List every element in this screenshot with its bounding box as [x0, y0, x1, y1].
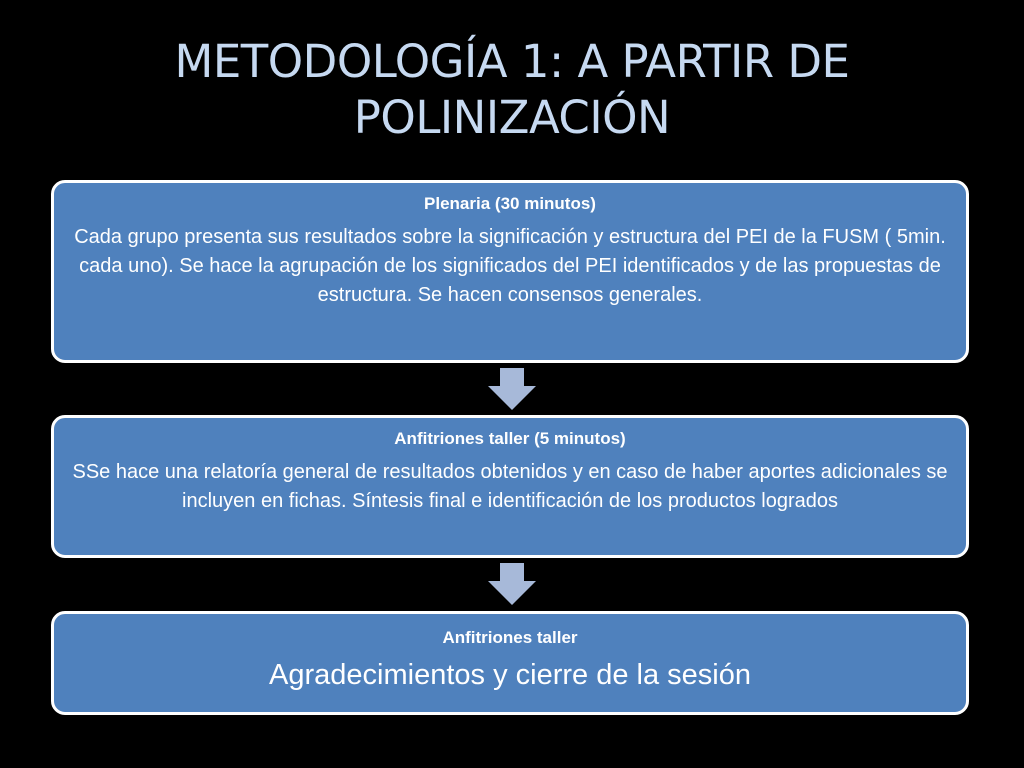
slide-title-line-2: POLINIZACIÓN [353, 91, 671, 144]
flow-step-anfitriones-relatoria [51, 415, 969, 558]
flow-step-heading: Anfitriones taller [442, 628, 578, 647]
slide-title-line-1: METODOLOGÍA 1: A PARTIR DE [174, 35, 850, 88]
flow-step-heading: Anfitriones taller (5 minutos) [394, 429, 626, 448]
flow-step-description: Cada grupo presenta sus resultados sobre la significación y estructura del PEI de la FUSM ( 5min. cada uno). Se hace la agrupación de los significados del PEI identificados y de las propuestas de estructura. Se hacen consensos generales. [74, 226, 946, 306]
flow-step-description: Agradecimientos y cierre de la sesión [269, 659, 751, 691]
down-arrow-icon [488, 368, 536, 410]
flow-step-plenaria [51, 180, 969, 363]
slide-title [60, 34, 964, 146]
down-arrow-icon [488, 563, 536, 605]
flow-step-heading: Plenaria (30 minutos) [424, 194, 596, 213]
flow-step-anfitriones-cierre [51, 611, 969, 715]
flow-step-description: SSe hace una relatoría general de resultados obtenidos y en caso de haber aportes adicionales se incluyen en fichas. Síntesis final e identificación de los productos logrados [72, 461, 948, 512]
